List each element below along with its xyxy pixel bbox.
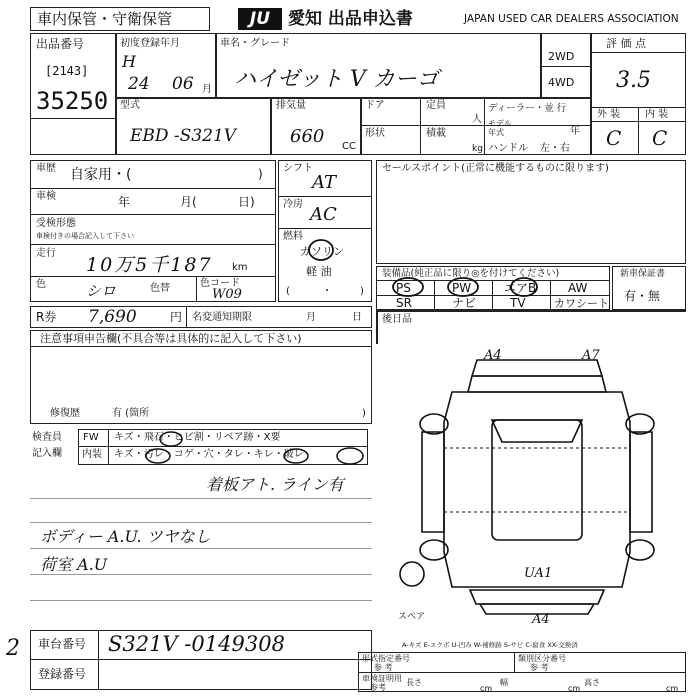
org-english: JAPAN USED CAR DEALERS ASSOCIATION — [464, 13, 679, 25]
aircon-value: AC — [310, 204, 337, 225]
warranty-label: 新車保証書 — [620, 269, 666, 279]
inspector-circles — [78, 429, 368, 465]
yen-unit: 円 — [170, 310, 183, 324]
cert-sub: 参 考 — [374, 663, 393, 672]
score-label: 評 価 点 — [606, 37, 646, 50]
inspector-note-1: 着板アト. ライン有 — [206, 475, 344, 494]
height-label: 高さ — [584, 678, 600, 687]
model-name: ハイゼット V カーゴ — [234, 67, 439, 92]
damage-legend: A-キズ E-エクボ U-凹み W-補修跡 S-サビ C-腐食 XX-交換済 — [402, 641, 578, 649]
reg-cert-label: 車検証明用 — [362, 674, 402, 683]
notice-label: 名変通知期限 — [192, 312, 252, 323]
cc-unit: CC — [342, 141, 356, 152]
usage-value: 自家用・( — [70, 167, 132, 183]
inspection-day: 日) — [238, 195, 255, 209]
registration-label: 登録番号 — [38, 667, 87, 681]
exterior-grade: C — [606, 126, 622, 150]
exterior-label: 外 装 — [597, 109, 621, 120]
chassis-value: S321V -0149308 — [108, 632, 285, 656]
model-year-label: モデル 年式 — [488, 119, 512, 137]
sales-point-label: セールスポイント(正常に機能するものに限ります) — [382, 163, 609, 174]
equipment-item-sr: SR — [396, 296, 412, 310]
fuel-label: 燃料 — [283, 231, 303, 242]
length-unit: cm — [480, 684, 493, 693]
inspector-label-1: 検査員 — [32, 432, 62, 443]
equipment-item-ps: PS — [396, 281, 411, 295]
year-unit: 年 — [570, 126, 580, 137]
equipment-label: 装備品(純正品に限り◎を付けてください) — [382, 268, 560, 279]
equipment-item-navi: ナビ — [452, 296, 477, 310]
diagram-mark-front-right: A7 — [582, 348, 600, 363]
repair-close: ) — [362, 408, 366, 419]
type-label: 型式 — [120, 100, 140, 111]
model-name-label: 車名・グレード — [220, 38, 290, 49]
door-label: ドア — [365, 100, 385, 111]
diagram-mark-rear: A4 — [532, 612, 550, 627]
kg-unit: kg — [472, 144, 483, 154]
chassis-label: 車台番号 — [38, 637, 87, 651]
shift-value: AT — [312, 172, 337, 193]
length-label: 長さ — [406, 678, 422, 687]
receipt-sub: 車検付きの場合記入して下さい — [36, 232, 134, 240]
fuel-paren-close: ) — [360, 286, 364, 297]
inspector-row1-head: FW — [83, 432, 99, 443]
storage-label: 車内保管・守衛保管 — [37, 10, 173, 28]
capacity-label: 定員 — [426, 100, 446, 111]
person-unit: 人 — [472, 114, 482, 125]
era-value: H — [122, 52, 136, 71]
color-label: 色 — [36, 279, 46, 290]
ju-logo: JU — [238, 8, 282, 30]
inspection-month: 月( — [180, 195, 197, 209]
notice-month: 月 — [306, 312, 316, 323]
fuel-paren-open: ( — [286, 286, 290, 297]
load-label: 積載 — [426, 128, 446, 139]
inspector-row2-head: 内装 — [82, 449, 102, 460]
dealer-label: ディーラー・並 行 — [488, 103, 567, 114]
width-label: 幅 — [500, 678, 508, 687]
interior-grade: C — [652, 126, 668, 150]
drive-2wd: 2WD — [548, 50, 575, 63]
interior-label: 内 装 — [645, 109, 669, 120]
aircon-label: 冷房 — [283, 199, 303, 210]
inspector-row1: キズ・飛石・ヒビ割・リペア跡・X要 — [114, 432, 281, 443]
inspector-note-2: ボディー A.U. ツヤなし — [40, 527, 211, 546]
shift-label: シフト — [283, 163, 313, 174]
equipment-item-pw: PW — [452, 281, 472, 295]
color-value: シロ — [86, 282, 117, 300]
first-reg-label: 初度登録年月 — [120, 38, 180, 49]
equipment-circles — [376, 266, 610, 310]
usage-close: ) — [258, 167, 263, 181]
width-unit: cm — [568, 684, 581, 693]
listing-sub-number: [2143] — [45, 64, 89, 78]
drive-4wd: 4WD — [548, 76, 575, 89]
handle-value: 左・右 — [540, 143, 570, 154]
usage-label: 車歴 — [36, 163, 56, 174]
side-mark: 2 — [6, 636, 20, 661]
displacement-value: 660 — [290, 126, 325, 147]
inspection-label: 車検 — [36, 191, 56, 202]
reg-year: 24 — [128, 74, 150, 94]
month-unit: 月 — [202, 84, 212, 95]
repair-label: 修復歴 — [50, 408, 80, 419]
after-items-label: 後日品 — [382, 314, 412, 325]
handle-label: ハンドル — [488, 143, 528, 154]
color-change-label: 色替 — [150, 283, 170, 294]
car-damage-diagram — [392, 352, 682, 622]
r-value: 7,690 — [88, 307, 137, 327]
inspector-row2: キズ・汚レ・コゲ・穴・タレ・キレ・破レ — [114, 449, 304, 460]
inspection-year: 年 — [118, 195, 131, 209]
equipment-item-tv: TV — [510, 296, 526, 310]
height-unit: cm — [666, 684, 679, 693]
equipment-item-airbag: エアB — [504, 281, 537, 295]
equipment-item-leather: カワシート — [554, 297, 609, 310]
class-label: 類別区分番号 — [518, 654, 566, 663]
shape-label: 形状 — [365, 128, 385, 139]
diagram-mark-front-left: A4 — [484, 348, 502, 363]
class-sub: 参 考 — [530, 663, 549, 672]
mileage-unit: km — [232, 262, 248, 273]
org-title: 愛知 出品申込書 — [288, 9, 413, 29]
inspector-label-2: 記入欄 — [32, 448, 62, 459]
fuel-paren-dot: ・ — [322, 286, 332, 297]
listing-number-label: 出品番号 — [36, 37, 85, 51]
sales-point-box — [376, 160, 686, 264]
fuel-light-oil: 軽 油 — [306, 265, 332, 278]
cert-label: 形式指定番号 — [362, 654, 410, 663]
fuel-gasoline: ガソリン — [300, 245, 344, 258]
notice-day: 日 — [352, 312, 362, 323]
notes-label: 注意事項申告欄(不具合等は具体的に記入して下さい) — [40, 332, 302, 345]
spare-label: スペア — [398, 612, 426, 622]
ref-label: 参考 — [370, 683, 386, 692]
repair-value: 有 (箇所 — [112, 408, 150, 419]
mileage-label: 走行 — [36, 248, 56, 259]
displacement-label: 排気量 — [276, 100, 306, 111]
warranty-value: 有・無 — [624, 289, 661, 303]
listing-number: 35250 — [36, 87, 109, 115]
r-label: R券 — [36, 310, 57, 324]
diagram-mark-center: UA1 — [524, 566, 553, 581]
reg-month: 06 — [172, 74, 194, 94]
inspector-note-3: 荷室 A.U — [40, 555, 108, 574]
fuel-gasoline-circle — [306, 238, 336, 262]
receipt-label: 受検形態 — [36, 218, 76, 229]
score-value: 3.5 — [616, 68, 651, 93]
color-code-label: 色コード — [200, 278, 240, 289]
color-code-value: W09 — [212, 287, 242, 302]
mileage-value: 10万5千187 — [86, 254, 213, 276]
type-value: EBD -S321V — [130, 126, 237, 146]
equipment-item-aw: AW — [568, 281, 588, 295]
